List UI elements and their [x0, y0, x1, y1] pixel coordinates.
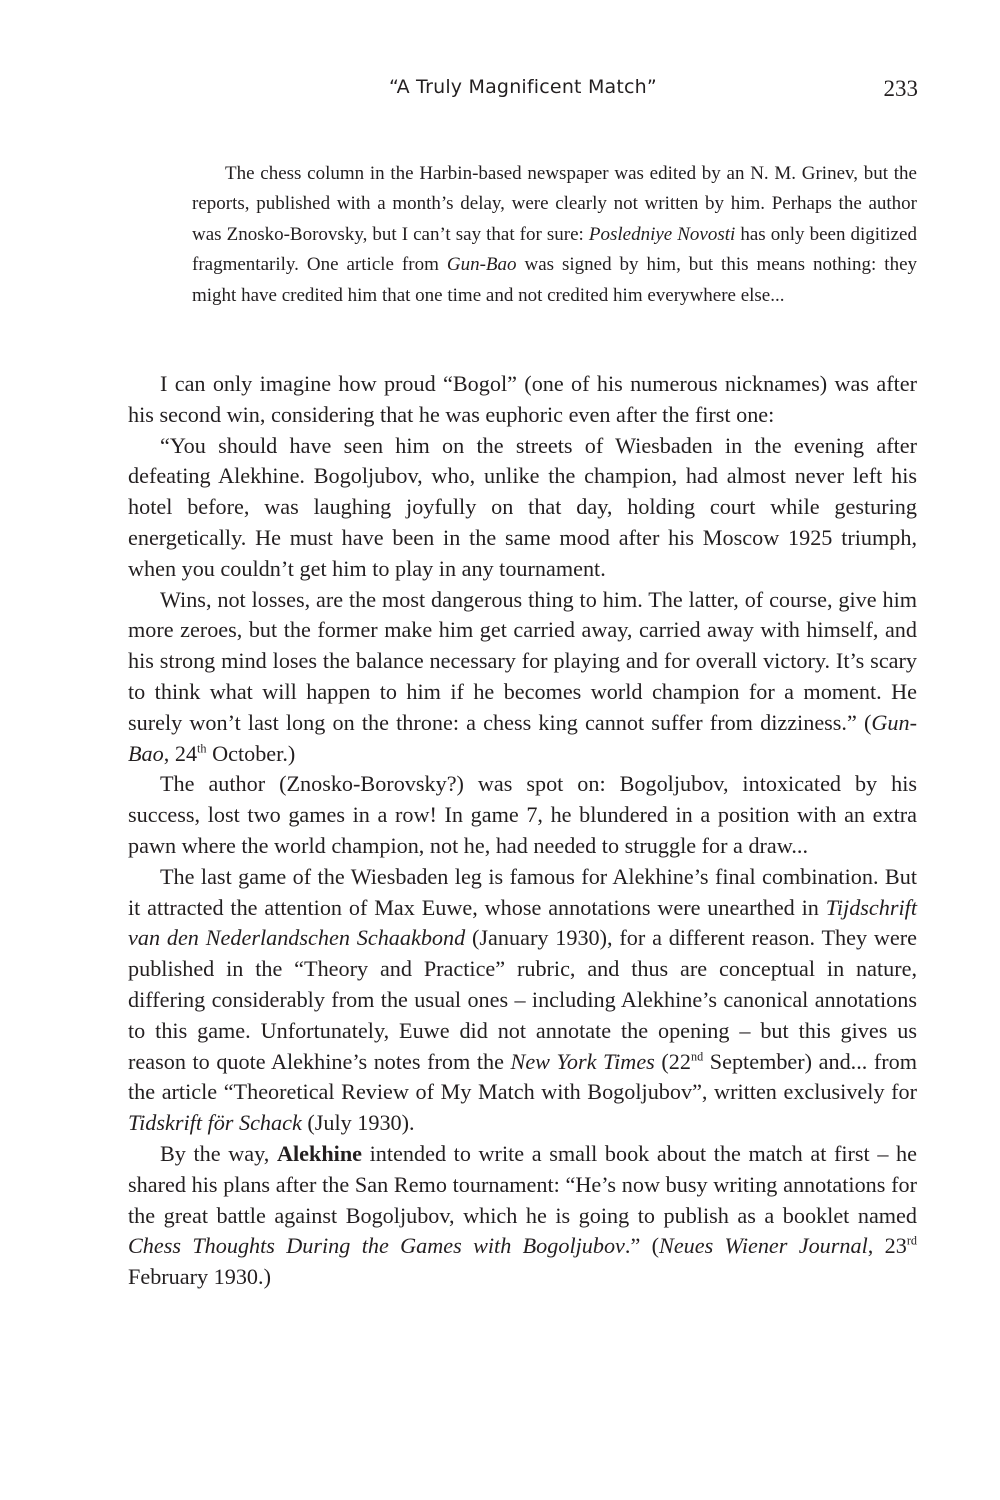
paragraph-text: October.) — [206, 740, 296, 766]
paragraph-4: The author (Znosko-Borovsky?) was spot on: Bogoljubov, intoxicated by his success, lost two games in a row! In game 7, he blundered in a position with an extra pawn where the world champion, not he, had needed to struggle for a draw... — [128, 771, 917, 858]
quote-paragraph — [192, 159, 917, 311]
paragraph-text: (July 1930). — [301, 1110, 415, 1136]
paragraph-2: “You should have seen him on the streets of Wiesbaden in the evening after defeating Alekhine. Bogoljubov, who, unlike the champion, had almost never left his hotel before, was laughing joyfully on that day, holding court while gesturing energetically. He must have been in the same mood after his Moscow 1925 triumph, when you couldn’t get him to play in any tournament. — [128, 432, 917, 581]
page-number: 233 — [883, 76, 918, 101]
quote-text: The chess column in the Harbin-based newspaper was edited by an N. M. Grinev, but the reports, published with a month’s delay, were clearly not written by him. Perhaps the author was Znosko-Borovsky, but I can’t say that for sure: — [192, 163, 917, 245]
paragraph-text: February 1930.) — [128, 1264, 271, 1290]
italic-title: Gun-Bao — [128, 709, 917, 766]
paragraph-text: (22 — [654, 1048, 691, 1074]
quote-italic-title: Gun-Bao — [446, 254, 517, 276]
paragraph-text: intended to write a small book about the match at first – he shared his plans after the San Remo tournament: “He’s now busy writing annotations for the great battle against Bogoljubov, which he is going to publish as a booklet named — [128, 1140, 917, 1228]
paragraph-text: , 24 — [163, 740, 198, 766]
italic-title: Chess Thoughts During the Games with Bogoljubov — [128, 1233, 625, 1259]
running-title: “A Truly Magnificent Match” — [389, 76, 657, 98]
ordinal-suffix: th — [197, 741, 207, 756]
paragraph-6 — [128, 1139, 917, 1293]
quote-text: was signed by him, but this means nothing: they might have credited him that one time and not credited him everywhere else... — [192, 254, 917, 306]
block-quote — [192, 159, 917, 311]
paragraph-5 — [128, 862, 917, 1139]
italic-title: Tidskrift för Schack — [128, 1110, 302, 1136]
ordinal-suffix: rd — [906, 1233, 917, 1248]
quote-text: has only been digitized fragmentarily. One article from — [192, 223, 917, 276]
paragraph-text: , 23 — [867, 1233, 907, 1259]
ordinal-suffix: nd — [690, 1049, 704, 1064]
bold-name: Alekhine — [276, 1140, 363, 1166]
paragraph-text: By the way, — [160, 1140, 277, 1166]
italic-title: Tijdschrift van den Nederlandschen Schaakbond — [128, 894, 917, 951]
italic-title: Neues Wiener Journal — [659, 1233, 868, 1259]
paragraph-1: I can only imagine how proud “Bogol” (one of his numerous nicknames) was after his second win, considering that he was euphoric even after the first one: — [128, 371, 917, 427]
paragraph-text: .” ( — [624, 1233, 660, 1259]
paragraph-text: (January 1930), for a different reason. They were published in the “Theory and Practice” rubric, and thus are conceptual in nature, differing considerably from the usual ones – including Alekhine’s canonical annotations to this game. Unfortunately, Euwe did not annotate the opening – but this gives us reason to quote Alekhine’s notes from the — [128, 925, 917, 1074]
italic-title: New York Times — [510, 1048, 655, 1074]
page-header — [128, 76, 918, 106]
quote-italic-title: Posledniye Novosti — [588, 223, 736, 245]
paragraph-text: September) and... from the article “Theoretical Review of My Match with Bogoljubov”, written exclusively for — [128, 1048, 918, 1105]
paragraph-text: The last game of the Wiesbaden leg is famous for Alekhine’s final combination. But it attracted the attention of Max Euwe, whose annotations were unearthed in — [128, 863, 917, 920]
paragraph-3 — [128, 585, 917, 770]
body-text — [128, 369, 917, 1293]
paragraph-text: Wins, not losses, are the most dangerous thing to him. The latter, of course, give him more zeroes, but the former make him get carried away, carried away with himself, and his strong mind loses the balance necessary for playing and for overall victory. It’s scary to think what will happen to him if he becomes world champion for a moment. He surely won’t last long on the throne: a chess king cannot suffer from dizziness.” ( — [128, 586, 917, 735]
